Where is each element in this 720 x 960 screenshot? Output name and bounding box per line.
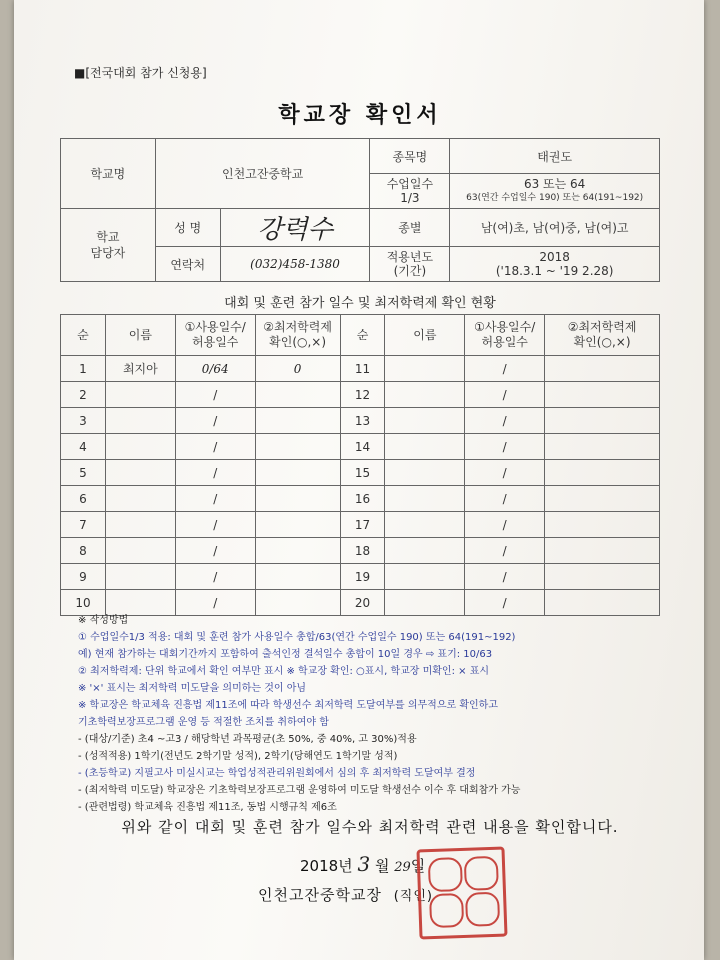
- roster-min-check-right: [545, 356, 660, 382]
- roster-days-right: /: [465, 356, 545, 382]
- roster-min-check-right: [545, 538, 660, 564]
- principal-line: [258, 884, 433, 905]
- school-info-table: [60, 138, 660, 282]
- roster-body: [61, 356, 660, 616]
- date-year: 2018년: [300, 857, 353, 875]
- roster-min-check-right: [545, 382, 660, 408]
- roster-days: /: [175, 382, 255, 408]
- year-value: 2018: [539, 250, 570, 264]
- roster-row: [61, 512, 660, 538]
- note-line: - (관련법령) 학교체육 진흥법 제11조, 동법 시행규칙 제6조: [78, 802, 337, 813]
- roster-no: 4: [61, 434, 106, 460]
- roster-name: [105, 408, 175, 434]
- year-label-line2: (기간): [393, 264, 427, 278]
- roster-min-check: [255, 486, 340, 512]
- roster-no-right: 14: [340, 434, 385, 460]
- roster-min-check-right: [545, 408, 660, 434]
- roster-days-right: /: [465, 512, 545, 538]
- one-third-label: 1/3: [400, 191, 420, 205]
- roster-days: /: [175, 564, 255, 590]
- note-line: ① 수업일수1/3 적용: 대회 및 훈련 참가 사용일수 총합/63(연간 수업일수 190) 또는 64(191~192): [78, 632, 516, 643]
- roster-name: [105, 434, 175, 460]
- roster-name: 최지아: [105, 356, 175, 382]
- date-month: 3: [357, 852, 371, 876]
- instructions-notes: [78, 612, 678, 816]
- roster-no-right: 19: [340, 564, 385, 590]
- official-seal-mark: (직인): [393, 889, 433, 904]
- roster-no-right: 17: [340, 512, 385, 538]
- roster-no: 8: [61, 538, 106, 564]
- roster-days-right: /: [465, 408, 545, 434]
- roster-min-check-right: [545, 460, 660, 486]
- roster-row: [61, 486, 660, 512]
- principal-title: 인천고잔중학교장: [258, 886, 382, 904]
- roster-no: 2: [61, 382, 106, 408]
- teacher-name-label: 성 명: [155, 209, 220, 247]
- roster-table: [60, 314, 660, 616]
- roster-min-check: 0: [255, 356, 340, 382]
- event-value: 태권도: [450, 139, 660, 174]
- roster-no: 6: [61, 486, 106, 512]
- header-days-line1: ①사용일수/: [184, 320, 246, 334]
- note-line: ② 최저학력제: 단위 학교에서 확인 여부만 표시 ※ 학교장 확인: ○표시, 학교장 미확인: × 표시: [78, 666, 490, 677]
- roster-row: [61, 538, 660, 564]
- roster-row: [61, 382, 660, 408]
- roster-min-check: [255, 408, 340, 434]
- note-line: 예) 현재 참가하는 대회기간까지 포함하여 출석인정 결석일수 총합이 10일 경우 ⇨ 표기: 10/63: [78, 649, 493, 660]
- gender-label: 종별: [370, 209, 450, 247]
- note-line: - (성적적용) 1학기(전년도 2학기말 성적), 2학기(당해연도 1학기말 성적): [78, 751, 398, 762]
- roster-days: 0/64: [175, 356, 255, 382]
- school-name-value: 인천고잔중학교: [155, 139, 370, 209]
- roster-row: [61, 434, 660, 460]
- form-type-label: ■[전국대회 참가 신청용]: [74, 66, 207, 80]
- event-label: 종목명: [370, 139, 450, 174]
- roster-no: 7: [61, 512, 106, 538]
- teacher-label-line1: 학교: [96, 230, 120, 244]
- roster-min-check: [255, 564, 340, 590]
- roster-name-right: [385, 356, 465, 382]
- contact-label: 연락처: [155, 247, 220, 282]
- note-line: ※ 작성방법: [78, 615, 129, 626]
- roster-days-right: /: [465, 486, 545, 512]
- roster-no: 1: [61, 356, 106, 382]
- roster-days-right: /: [465, 382, 545, 408]
- note-line: - (최저학력 미도달) 학교장은 기초학력보장프로그램 운영하여 미도달 학생선수 이수 후 대회참가 가능: [78, 785, 521, 796]
- note-line: ※ '×' 표시는 최저학력 미도달을 의미하는 것이 아님: [78, 683, 307, 694]
- roster-days-right: /: [465, 538, 545, 564]
- roster-name-right: [385, 486, 465, 512]
- header-min-right-line2: 확인(○,×): [573, 335, 631, 349]
- note-line: ※ 학교장은 학교체육 진흥법 제11조에 따라 학생선수 최저학력 도달여부를 의무적으로 확인하고: [78, 700, 498, 711]
- signing-date: [300, 852, 425, 876]
- header-days-right-line2: 허용일수: [481, 335, 528, 349]
- header-no: 순: [61, 315, 106, 356]
- header-min-line2: 확인(○,×): [269, 335, 327, 349]
- roster-no-right: 12: [340, 382, 385, 408]
- roster-name: [105, 538, 175, 564]
- school-name-label: 학교명: [61, 139, 156, 209]
- header-days-right-line1: ①사용일수/: [474, 320, 536, 334]
- roster-title: 대회 및 훈련 참가 일수 및 최저학력제 확인 현황: [224, 296, 496, 311]
- roster-days-right: /: [465, 590, 545, 616]
- header-no-right: 순: [340, 315, 385, 356]
- header-min-right-line1: ②최저학력제: [567, 320, 637, 334]
- header-days-line2: 허용일수: [192, 335, 239, 349]
- roster-days: /: [175, 538, 255, 564]
- roster-days: /: [175, 434, 255, 460]
- roster-days: /: [175, 486, 255, 512]
- roster-name: [105, 512, 175, 538]
- date-day-unit: 일: [410, 857, 426, 875]
- roster-min-check-right: [545, 434, 660, 460]
- roster-name-right: [385, 460, 465, 486]
- note-line: 기초학력보장프로그램 운영 등 적절한 조치를 취하여야 함: [78, 717, 329, 728]
- note-line: - (대상/기준) 초4 ~고3 / 해당학년 과목평균(초 50%, 중 40%, 고 30%)적용: [78, 734, 417, 745]
- date-day: 29: [394, 860, 411, 875]
- teacher-label-line2: 담당자: [90, 246, 126, 260]
- document-title: 학교장 확인서: [278, 103, 442, 128]
- roster-no-right: 13: [340, 408, 385, 434]
- roster-min-check: [255, 538, 340, 564]
- school-days-label: 수업일수: [386, 177, 434, 191]
- roster-row: [61, 460, 660, 486]
- roster-min-check: [255, 382, 340, 408]
- roster-days: /: [175, 590, 255, 616]
- roster-days-right: /: [465, 460, 545, 486]
- school-days-value: 63 또는 64: [523, 177, 586, 191]
- confirmation-statement: 위와 같이 대회 및 훈련 참가 일수와 최저학력 관련 내용을 확인합니다.: [121, 818, 619, 836]
- roster-name-right: [385, 512, 465, 538]
- official-seal-stamp: [416, 846, 507, 939]
- roster-no-right: 20: [340, 590, 385, 616]
- roster-name: [105, 564, 175, 590]
- header-min-line1: ②최저학력제: [263, 320, 332, 334]
- roster-min-check-right: [545, 486, 660, 512]
- roster-name-right: [385, 434, 465, 460]
- roster-no-right: 16: [340, 486, 385, 512]
- gender-value: 남(여)초, 남(여)중, 남(여)고: [450, 209, 660, 247]
- roster-min-check: [255, 434, 340, 460]
- roster-min-check-right: [545, 512, 660, 538]
- roster-name-right: [385, 538, 465, 564]
- roster-name-right: [385, 564, 465, 590]
- date-month-unit: 월: [374, 857, 390, 875]
- roster-min-check-right: [545, 564, 660, 590]
- roster-name-right: [385, 382, 465, 408]
- roster-days: /: [175, 460, 255, 486]
- note-line: - (초등학교) 지필고사 미실시교는 학업성적관리위원회에서 심의 후 최저학력 도달여부 결정: [78, 768, 476, 779]
- roster-min-check: [255, 460, 340, 486]
- roster-no-right: 11: [340, 356, 385, 382]
- one-third-value: 63(연간 수업일수 190) 또는 64(191~192): [466, 193, 644, 203]
- period-value: ('18.3.1 ~ '19 2.28): [495, 264, 614, 278]
- roster-no: 5: [61, 460, 106, 486]
- teacher-name-signature: 강력수: [220, 209, 370, 247]
- roster-no: 3: [61, 408, 106, 434]
- contact-value: (032)458-1380: [220, 247, 370, 282]
- roster-days: /: [175, 512, 255, 538]
- roster-no: 10: [61, 590, 106, 616]
- roster-name: [105, 486, 175, 512]
- header-name-right: 이름: [385, 315, 465, 356]
- roster-days-right: /: [465, 564, 545, 590]
- roster-days-right: /: [465, 434, 545, 460]
- roster-min-check: [255, 512, 340, 538]
- roster-no-right: 15: [340, 460, 385, 486]
- roster-row: [61, 408, 660, 434]
- roster-days: /: [175, 408, 255, 434]
- roster-name: [105, 382, 175, 408]
- year-label-line1: 적용년도: [386, 250, 434, 264]
- roster-no-right: 18: [340, 538, 385, 564]
- header-name: 이름: [105, 315, 175, 356]
- roster-row: [61, 356, 660, 382]
- roster-name: [105, 460, 175, 486]
- roster-name-right: [385, 408, 465, 434]
- roster-row: [61, 564, 660, 590]
- roster-no: 9: [61, 564, 106, 590]
